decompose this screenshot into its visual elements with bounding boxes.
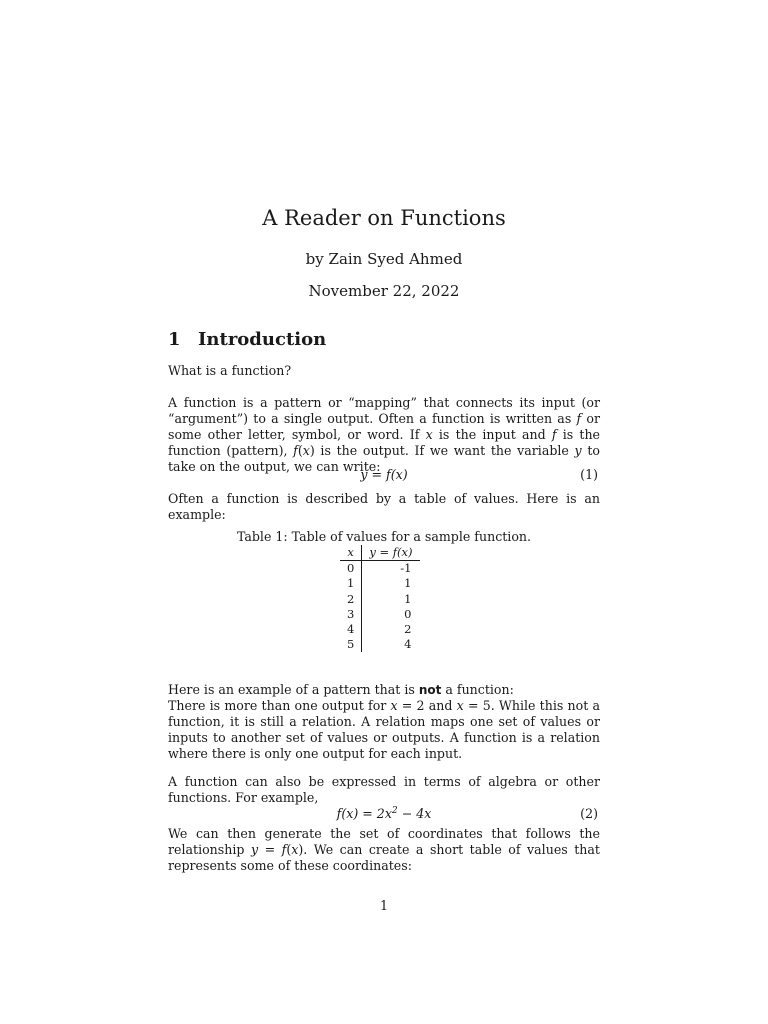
- document-title: A Reader on Functions: [262, 206, 506, 230]
- table-cell-x: 0: [340, 561, 362, 577]
- paragraph-table-intro: Often a function is described by a table of values. Here is an example:: [168, 491, 600, 522]
- table-cell-x: 1: [340, 576, 362, 591]
- table-cell-x: 5: [340, 637, 362, 652]
- paragraph-coordinates: We can then generate the set of coordinates that follows the relationship y = f(x). We can create a short table of values that represents some of these coordinates:: [168, 826, 600, 873]
- table-1-caption: Table 1: Table of values for a sample function.: [236, 529, 532, 544]
- paragraph-algebra: A function can also be expressed in terms of algebra or other functions. For example,: [168, 774, 600, 805]
- equation-1-text: y = f(x): [360, 467, 408, 482]
- table-cell-y: -1: [400, 561, 412, 576]
- table-1: [340, 545, 420, 652]
- document-author: by Zain Syed Ahmed: [305, 250, 463, 268]
- table-cell-y: 1: [404, 576, 412, 591]
- paragraph-relation: Here is an example of a pattern that is not a function: There is more than one output for x = 2 and x = 5. While this not a function, it is still a relation. A relation maps one set of values or inputs to another set of values or outputs. A function is a relation where there is only one output for each input.: [168, 682, 601, 761]
- section-number: 1: [168, 329, 181, 350]
- table-row: [340, 607, 420, 622]
- intro-question: What is a function?: [168, 363, 292, 378]
- table-cell-y: 1: [404, 591, 412, 606]
- table-cell-y: 2: [404, 622, 412, 637]
- table-cell-x: 3: [340, 607, 362, 622]
- equation-1-number: (1): [580, 467, 598, 482]
- paragraph-definition: A function is a pattern or “mapping” that connects its input (or “argument”) to a single output. Often a function is written as f or some other letter, symbol, or word. If x is the input and f is the function (pattern), f(x) is the output. If we want the variable y to take on the output, we can write:: [168, 395, 601, 474]
- equation-1: [168, 467, 600, 483]
- table-cell-x: 2: [340, 592, 362, 607]
- table-row: [340, 576, 420, 591]
- page-number: 1: [379, 898, 388, 913]
- table-header-y: y = f(x): [362, 545, 420, 561]
- table-row: [340, 637, 420, 652]
- equation-2-number: (2): [580, 806, 598, 821]
- equation-2-text: $f(x) = 2x^2 - 4x$: [336, 806, 432, 822]
- section-heading: [168, 329, 326, 350]
- table-row: [340, 592, 420, 607]
- table-cell-y: 0: [404, 606, 412, 621]
- equation-2: [168, 806, 600, 822]
- table-header-x: x: [340, 545, 362, 561]
- table-header-row: [340, 545, 420, 561]
- table-row: [340, 622, 420, 637]
- table-cell-x: 4: [340, 622, 362, 637]
- table-cell-y: 4: [404, 637, 412, 652]
- table-row: [340, 561, 420, 577]
- section-title: Introduction: [198, 329, 327, 350]
- document-date: November 22, 2022: [308, 282, 460, 300]
